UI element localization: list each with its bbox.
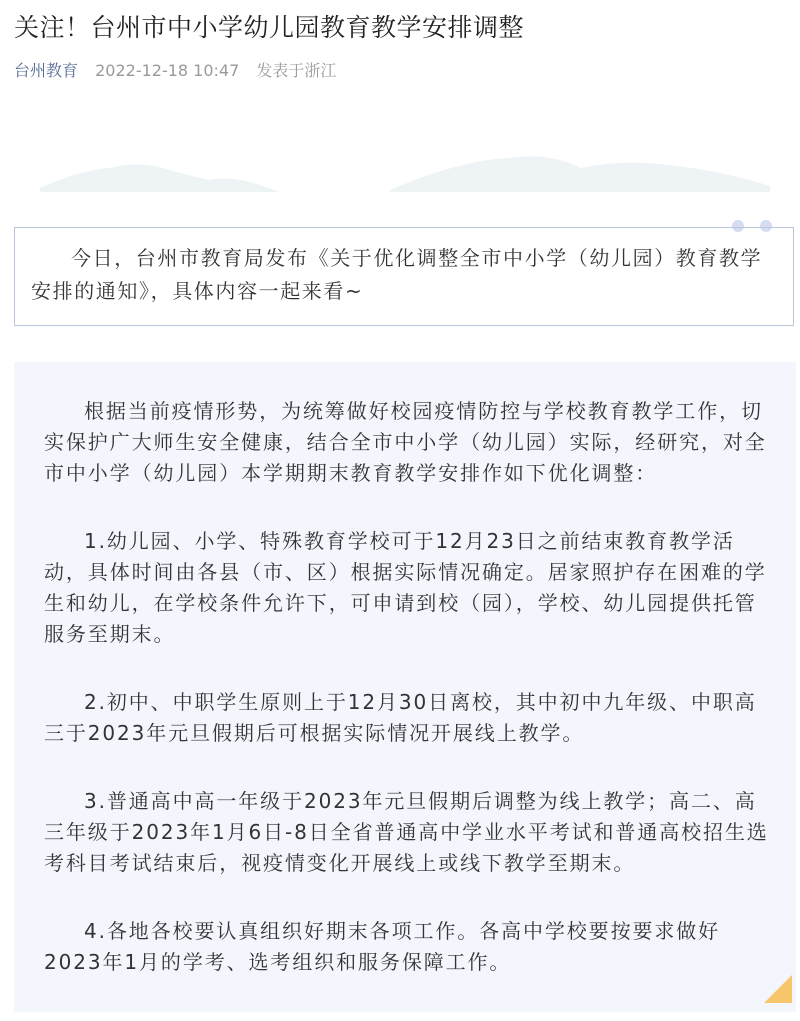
- corner-decoration-icon: [764, 975, 792, 1003]
- notice-content: [14, 362, 796, 1012]
- paragraph: 2.初中、中职学生原则上于12月30日离校，其中初中九年级、中职高三于2023年元旦假期后可根据实际情况开展线上教学。: [44, 690, 757, 745]
- paragraph: 3.普通高中高一年级于2023年元旦假期后调整为线上教学；高二、高三年级于2023年1月6日-8日全省普通高中学业水平考试和普通高校招生选考科目考试结束后，视疫情变化开展线上或线下教学至期末。: [44, 789, 769, 875]
- intro-text: 今日，台州市教育局发布《关于优化调整全市中小学（幼儿园）教育教学安排的通知》，具体内容一起来看~: [31, 246, 763, 303]
- article-meta: [14, 58, 336, 81]
- publish-date: 2022-12-18 10:47: [95, 61, 240, 80]
- author-link[interactable]: 台州教育: [14, 61, 79, 80]
- mountain-decoration-icon: [40, 140, 780, 200]
- intro-box: [14, 227, 794, 326]
- paragraph: 1.幼儿园、小学、特殊教育学校可于12月23日之前结束教育教学活动，具体时间由各县（市、区）根据实际情况确定。居家照护存在困难的学生和幼儿，在学校条件允许下，可申请到校（园），学校、幼儿园提供托管服务至期末。: [44, 529, 767, 646]
- article-title: 关注！台州市中小学幼儿园教育教学安排调整: [14, 13, 525, 42]
- publish-location: 发表于浙江: [256, 61, 337, 80]
- paragraph: 4.各地各校要认真组织好期末各项工作。各高中学校要按要求做好2023年1月的学考、选考组织和服务保障工作。: [44, 919, 721, 974]
- paragraph: 根据当前疫情形势，为统筹做好校园疫情防控与学校教育教学工作，切实保护广大师生安全健康，结合全市中小学（幼儿园）实际，经研究，对全市中小学（幼儿园）本学期期末教育教学安排作如下优化调整：: [44, 399, 767, 485]
